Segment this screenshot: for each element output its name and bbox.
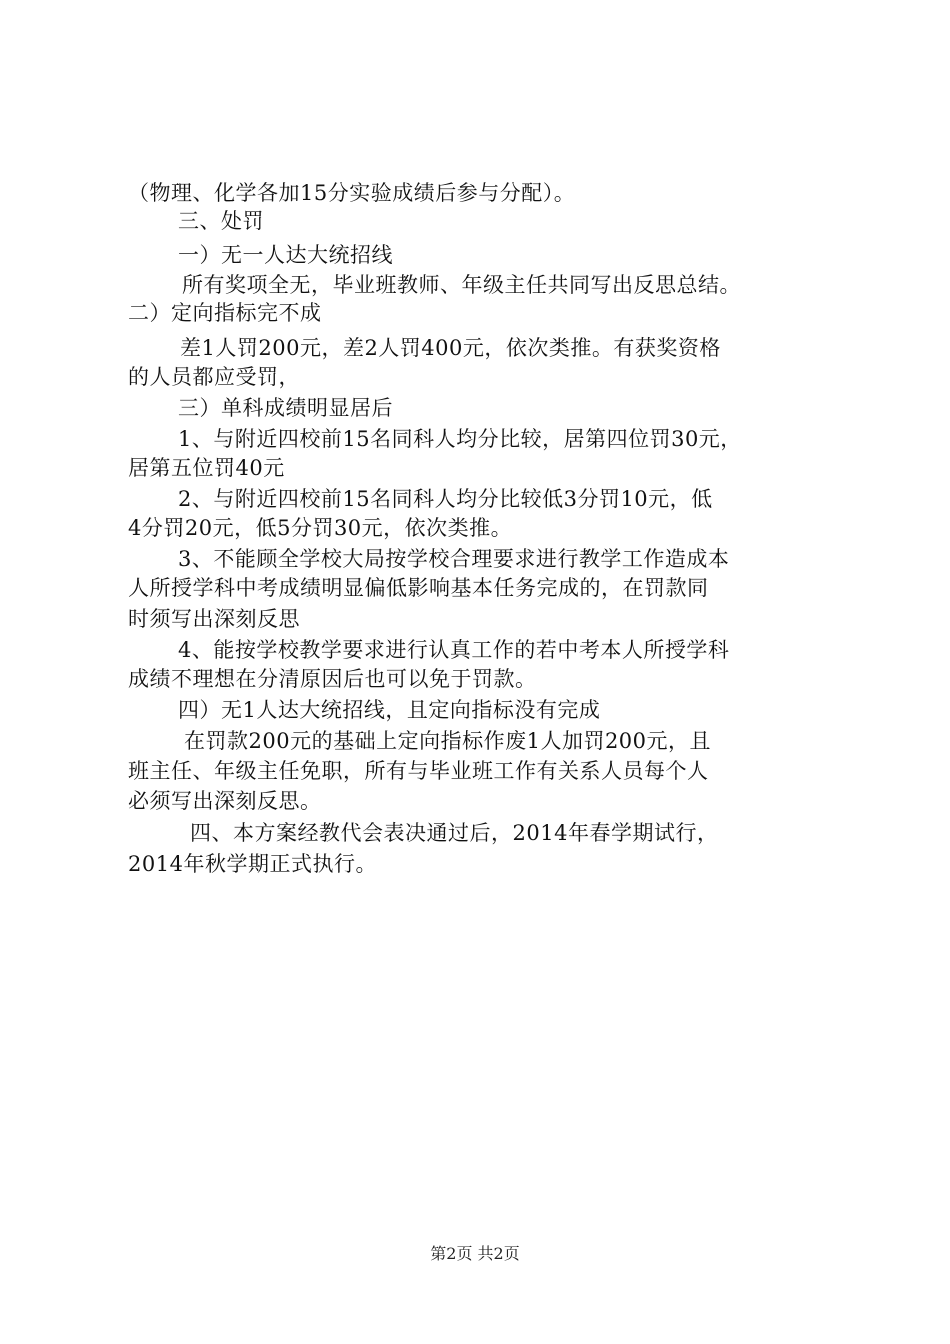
text-line: 1、与附近四校前15名同科人均分比较，居第四位罚30元， bbox=[178, 427, 742, 451]
text-line: 所有奖项全无，毕业班教师、年级主任共同写出反思总结。 bbox=[182, 273, 741, 297]
subsection-heading: 三）单科成绩明显居后 bbox=[178, 396, 393, 420]
text-line: 班主任、年级主任免职，所有与毕业班工作有关系人员每个人 bbox=[128, 759, 709, 783]
text-line: 时须写出深刻反思 bbox=[128, 607, 300, 631]
section-heading: 四、本方案经教代会表决通过后，2014年春学期试行， bbox=[190, 821, 719, 845]
text-line: 必须写出深刻反思。 bbox=[128, 789, 322, 813]
text-line: 2014年秋学期正式执行。 bbox=[128, 852, 377, 876]
text-line: 在罚款200元的基础上定向指标作废1人加罚200元，且 bbox=[184, 729, 712, 753]
text-line: 3、不能顾全学校大局按学校合理要求进行教学工作造成本 bbox=[178, 547, 730, 571]
section-heading: 三、处罚 bbox=[178, 209, 264, 233]
text-line: 差1人罚200元，差2人罚400元，依次类推。有获奖资格 bbox=[180, 336, 721, 360]
text-line: 2、与附近四校前15名同科人均分比较低3分罚10元，低 bbox=[178, 487, 713, 511]
subsection-heading: 二）定向指标完不成 bbox=[128, 301, 322, 325]
text-line: 4分罚20元，低5分罚30元，依次类推。 bbox=[128, 516, 513, 540]
subsection-heading: 一）无一人达大统招线 bbox=[178, 243, 393, 267]
text-line: 的人员都应受罚， bbox=[128, 365, 300, 389]
text-line: 居第五位罚40元 bbox=[128, 456, 285, 480]
subsection-heading: 四）无1人达大统招线，且定向指标没有完成 bbox=[178, 698, 601, 722]
text-line: 人所授学科中考成绩明显偏低影响基本任务完成的，在罚款同 bbox=[128, 576, 709, 600]
text-line: 成绩不理想在分清原因后也可以免于罚款。 bbox=[128, 667, 537, 691]
page-footer: 第2页 共2页 bbox=[430, 1244, 520, 1263]
text-line: 4、能按学校教学要求进行认真工作的若中考本人所授学科 bbox=[178, 638, 730, 662]
text-line: （物理、化学各加15分实验成绩后参与分配）。 bbox=[128, 181, 576, 205]
